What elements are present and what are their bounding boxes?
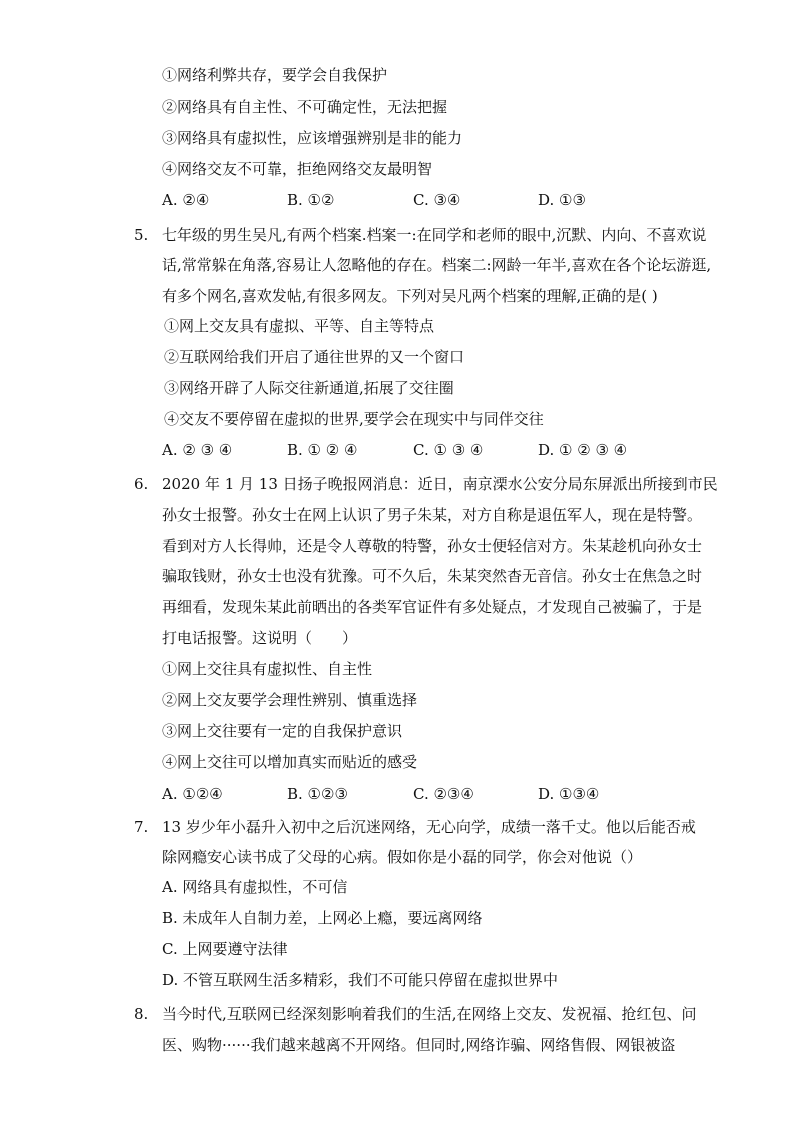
q5-item-3: ③网络开辟了人际交往新通道,拓展了交往圈: [164, 379, 454, 397]
q5-item-1: ①网上交友具有虚拟、平等、自主等特点: [164, 317, 435, 335]
q7-choice-b: B. 未成年人自制力差，上网必上瘾，要远离网络: [162, 909, 483, 927]
q7-stem-line-1: 13 岁少年小磊升入初中之后沉迷网络，无心向学，成绩一落千丈。他以后能否戒: [162, 818, 696, 836]
q8-stem-line-2: 医、购物······我们越来越离不开网络。但同时,网络诈骗、网络售假、网银被盗: [162, 1036, 676, 1054]
q6-stem-line-5: 再细看，发现朱某此前晒出的各类军官证件有多处疑点，才发现自己被骗了，于是: [162, 598, 703, 616]
q5-item-2: ②互联网给我们开启了通往世界的又一个窗口: [164, 348, 465, 366]
q4-item-3: ③网络具有虚拟性，应该增强辨别是非的能力: [162, 129, 463, 147]
q4-option-d: D. ①③: [538, 191, 586, 209]
q7-number: 7.: [134, 818, 149, 836]
q5-stem-line-2: 话,常常躲在角落,容易让人忽略他的存在。档案二:网龄一年半,喜欢在各个论坛游逛,: [162, 256, 712, 274]
q6-option-b: B. ①②③: [287, 785, 348, 803]
q8-number: 8.: [134, 1005, 149, 1023]
q7-stem-line-2: 除网瘾安心读书成了父母的心病。假如你是小磊的同学，你会对他说（）: [162, 848, 643, 866]
q4-option-b: B. ①②: [287, 191, 335, 209]
q6-item-3: ③网上交往要有一定的自我保护意识: [162, 722, 403, 740]
q6-stem-line-2: 孙女士报警。孙女士在网上认识了男子朱某，对方自称是退伍军人，现在是特警。: [162, 506, 703, 524]
q4-option-c: C. ③④: [413, 191, 461, 209]
q4-item-2: ②网络具有自主性、不可确定性，无法把握: [162, 98, 448, 116]
q4-item-4: ④网络交友不可靠，拒绝网络交友最明智: [162, 160, 433, 178]
q5-number: 5.: [134, 226, 149, 244]
q6-number: 6.: [134, 475, 149, 493]
q4-item-1: ①网络利弊共存，要学会自我保护: [162, 66, 388, 84]
q6-stem-line-1: 2020 年 1 月 13 日扬子晚报网消息：近日，南京溧水公安分局东屏派出所接到市民: [162, 475, 718, 493]
q4-option-a: A. ②④: [162, 191, 210, 209]
q5-option-a: A. ② ③ ④: [162, 441, 233, 459]
q6-stem-line-6: 打电话报警。这说明（ ）: [162, 629, 358, 647]
q5-option-b: B. ① ② ④: [287, 441, 358, 459]
q7-choice-a: A. 网络具有虚拟性，不可信: [162, 878, 348, 896]
q5-option-d: D. ① ② ③ ④: [538, 441, 628, 459]
q6-option-a: A. ①②④: [162, 785, 223, 803]
q7-choice-c: C. 上网要遵守法律: [162, 940, 288, 958]
q6-stem-line-4: 骗取钱财，孙女士也没有犹豫。可不久后，朱某突然杳无音信。孙女士在焦急之时: [162, 567, 703, 585]
q5-item-4: ④交友不要停留在虚拟的世界,要学会在现实中与同伴交往: [164, 410, 544, 428]
q5-stem-line-3: 有多个网名,喜欢发帖,有很多网友。下列对吴凡两个档案的理解,正确的是( ): [162, 287, 658, 305]
q6-item-1: ①网上交往具有虚拟性、自主性: [162, 660, 373, 678]
q6-item-2: ②网上交友要学会理性辨别、慎重选择: [162, 691, 418, 709]
q5-option-c: C. ① ③ ④: [413, 441, 484, 459]
q6-option-d: D. ①③④: [538, 785, 600, 803]
q7-choice-d: D. 不管互联网生活多精彩，我们不可能只停留在虚拟世界中: [162, 971, 559, 989]
q6-stem-line-3: 看到对方人长得帅，还是令人尊敬的特警，孙女士便轻信对方。朱某趁机向孙女士: [162, 537, 703, 555]
q6-item-4: ④网上交往可以增加真实而贴近的感受: [162, 753, 418, 771]
q8-stem-line-1: 当今时代,互联网已经深刻影响着我们的生活,在网络上交友、发祝福、抢红包、问: [162, 1005, 697, 1023]
q5-stem-line-1: 七年级的男生吴凡,有两个档案.档案一:在同学和老师的眼中,沉默、内向、不喜欢说: [162, 226, 707, 244]
q6-option-c: C. ②③④: [413, 785, 474, 803]
